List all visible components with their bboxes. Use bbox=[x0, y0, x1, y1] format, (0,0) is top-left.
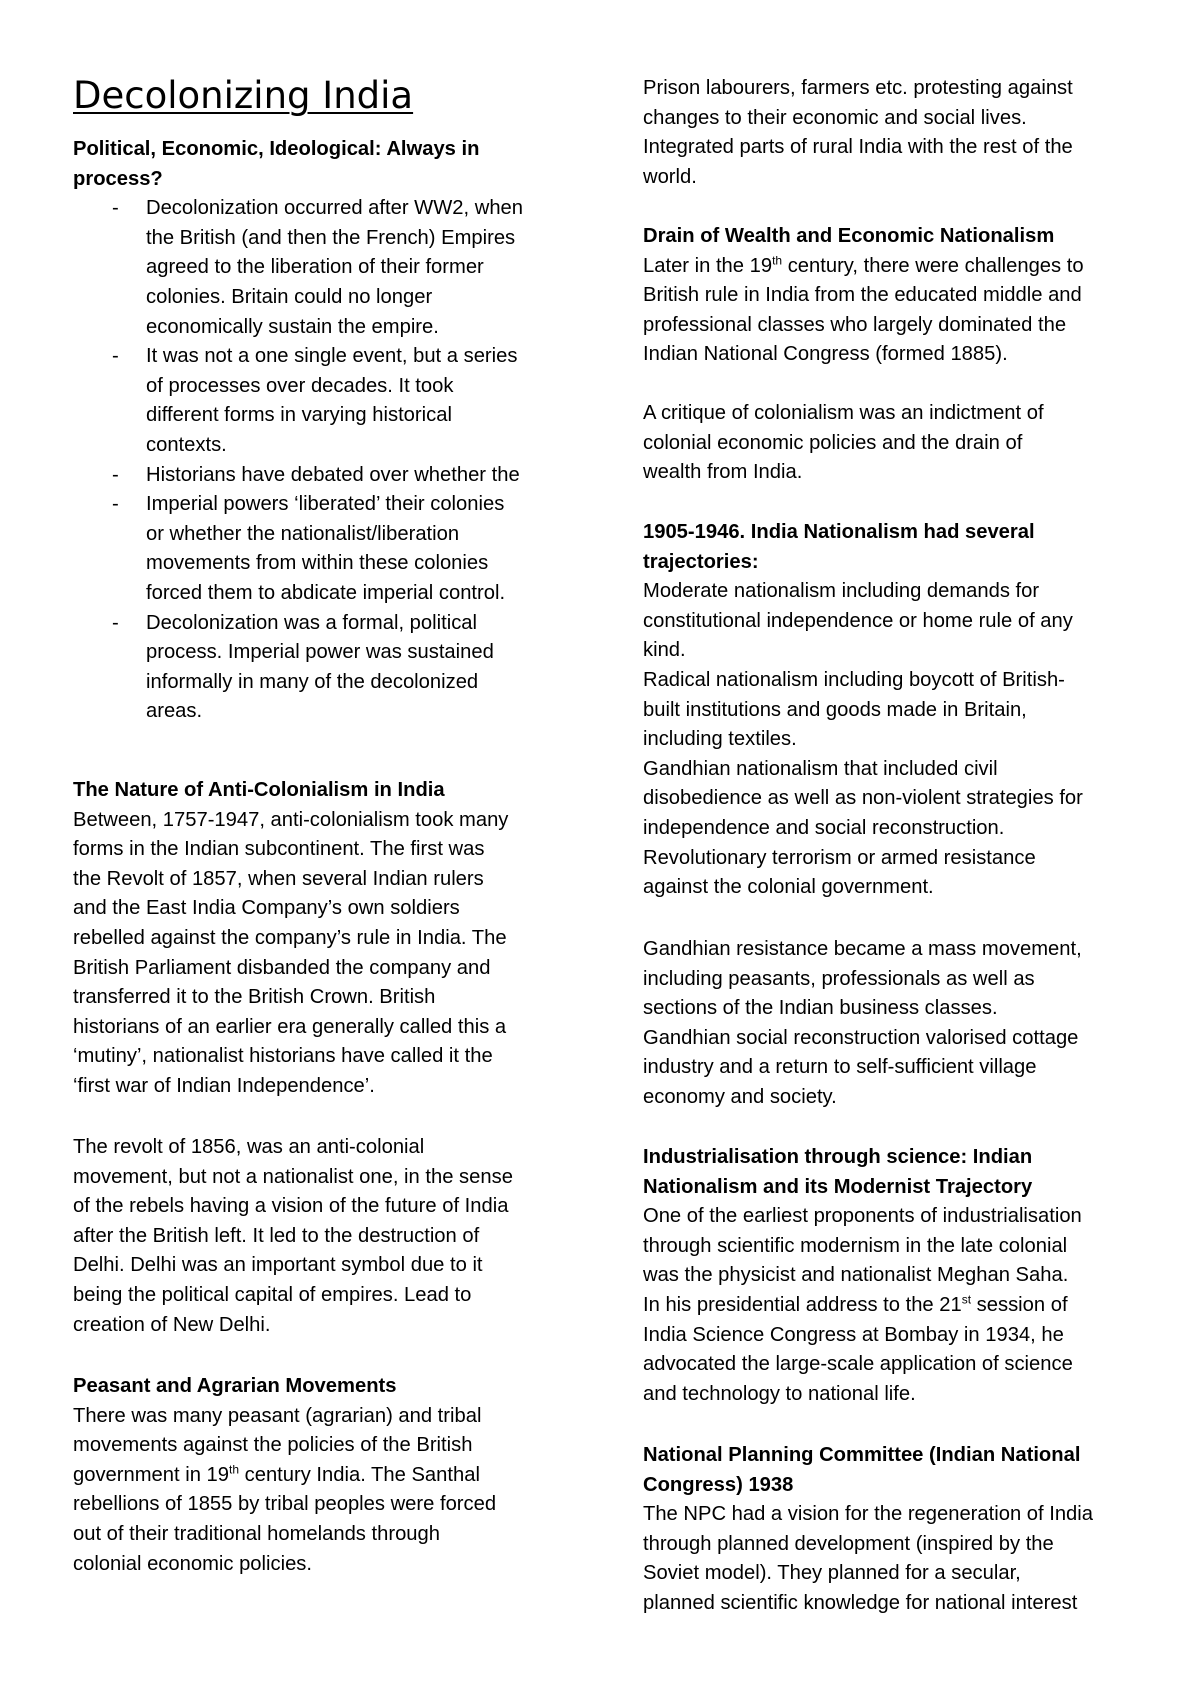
bullet-text: the British (and then the French) Empires bbox=[146, 226, 516, 249]
paragraph-line: world. bbox=[643, 165, 697, 188]
paragraph-line: including peasants, professionals as well as bbox=[643, 967, 1035, 990]
paragraph-line: India Science Congress at Bombay in 1934, he bbox=[643, 1323, 1064, 1346]
bullet-text: movements from within these colonies bbox=[146, 552, 489, 575]
section-heading: trajectories: bbox=[643, 550, 759, 573]
section-revolt-1856 bbox=[73, 1133, 578, 1340]
paragraph-line: colonial economic policies. bbox=[73, 1552, 313, 1575]
bullet-dash: - bbox=[112, 345, 119, 368]
bullet-text: colonies. Britain could no longer bbox=[146, 285, 433, 308]
text-run: government in 19 bbox=[73, 1463, 229, 1486]
paragraph-line: Gandhian nationalism that included civil bbox=[643, 757, 998, 780]
paragraph-line: sections of the Indian business classes. bbox=[643, 997, 998, 1020]
paragraph-line: and technology to national life. bbox=[643, 1382, 916, 1405]
paragraph-line: professional classes who largely dominated the bbox=[643, 313, 1067, 336]
paragraph-line: and the East India Company’s own soldiers bbox=[73, 897, 460, 920]
bullet-text: process. Imperial power was sustained bbox=[146, 641, 494, 664]
text-run: century India. The Santhal bbox=[239, 1463, 480, 1486]
paragraph-line: colonial economic policies and the drain of bbox=[643, 431, 1023, 454]
paragraph-line: Between, 1757-1947, anti-colonialism took many bbox=[73, 808, 509, 831]
paragraph-line: British Parliament disbanded the company and bbox=[73, 956, 491, 979]
section-drain-of-wealth bbox=[643, 222, 1148, 370]
paragraph-line: changes to their economic and social lives. bbox=[643, 106, 1027, 129]
paragraph-line: ‘mutiny’, nationalist historians have called it the bbox=[73, 1045, 493, 1068]
bullet-text: Decolonization occurred after WW2, when bbox=[146, 197, 523, 220]
paragraph-line: Integrated parts of rural India with the rest of the bbox=[643, 136, 1073, 159]
paragraph-line: kind. bbox=[643, 639, 686, 662]
section-nationalism-trajectories bbox=[643, 518, 1148, 903]
paragraph-line: economy and society. bbox=[643, 1085, 837, 1108]
bullet-text: of processes over decades. It took bbox=[146, 374, 454, 397]
bullet-dash: - bbox=[112, 611, 119, 634]
paragraph-line: A critique of colonialism was an indictment of bbox=[643, 402, 1044, 424]
paragraph-line: movements against the policies of the British bbox=[73, 1434, 473, 1457]
paragraph-line bbox=[643, 1291, 1148, 1321]
bullet-dash: - bbox=[112, 197, 119, 220]
section-heading: process? bbox=[73, 167, 163, 190]
section-national-planning bbox=[643, 1441, 1148, 1619]
paragraph-line: industry and a return to self-sufficient village bbox=[643, 1056, 1037, 1079]
page-title: Decolonizing India bbox=[73, 74, 414, 117]
section-heading: The Nature of Anti-Colonialism in India bbox=[73, 779, 445, 801]
section-heading: Nationalism and its Modernist Trajectory bbox=[643, 1175, 1033, 1198]
bullet-item bbox=[73, 461, 578, 491]
paragraph-line: creation of New Delhi. bbox=[73, 1313, 271, 1336]
section-heading: Industrialisation through science: Indian bbox=[643, 1146, 1033, 1168]
paragraph-line: British rule in India from the educated middle and bbox=[643, 284, 1082, 307]
paragraph-line: advocated the large-scale application of science bbox=[643, 1353, 1073, 1376]
paragraph-line: constitutional independence or home rule of any bbox=[643, 609, 1073, 632]
section-heading: Peasant and Agrarian Movements bbox=[73, 1375, 397, 1397]
bullet-item bbox=[73, 490, 578, 608]
section-heading: Drain of Wealth and Economic Nationalism bbox=[643, 225, 1055, 247]
paragraph-line: rebellions of 1855 by tribal peoples were forced bbox=[73, 1493, 497, 1516]
bullet-text: economically sustain the empire. bbox=[146, 315, 439, 338]
bullet-text: It was not a one single event, but a series bbox=[146, 345, 518, 368]
bullet-item bbox=[73, 609, 578, 727]
paragraph-line: rebelled against the company’s rule in India. The bbox=[73, 926, 507, 949]
bullet-text: contexts. bbox=[146, 433, 227, 456]
paragraph-line: There was many peasant (agrarian) and tribal bbox=[73, 1404, 482, 1427]
text-run: In his presidential address to the 21 bbox=[643, 1293, 962, 1316]
text-run: century, there were challenges to bbox=[782, 254, 1084, 277]
section-heading: Congress) 1938 bbox=[643, 1473, 794, 1496]
paragraph-line: forms in the Indian subcontinent. The first was bbox=[73, 838, 485, 861]
paragraph-line: ‘first war of Indian Independence’. bbox=[73, 1074, 375, 1097]
bullet-text: areas. bbox=[146, 700, 203, 723]
paragraph-line: Radical nationalism including boycott of British- bbox=[643, 668, 1065, 691]
text-run: session of bbox=[971, 1293, 1068, 1316]
bullet-text: Historians have debated over whether the bbox=[146, 463, 520, 486]
bullet-text: different forms in varying historical bbox=[146, 404, 452, 427]
section-industrialisation bbox=[643, 1143, 1148, 1409]
superscript: st bbox=[961, 1292, 972, 1307]
bullet-list bbox=[73, 194, 578, 727]
section-rural-protests bbox=[643, 74, 1148, 192]
paragraph-line: The NPC had a vision for the regeneration of India bbox=[643, 1503, 1093, 1526]
paragraph-line: planned scientific knowledge for national interest bbox=[643, 1591, 1078, 1614]
bullet-text: or whether the nationalist/liberation bbox=[146, 522, 460, 545]
superscript: th bbox=[229, 1462, 240, 1477]
paragraph-line: out of their traditional homelands through bbox=[73, 1522, 440, 1545]
paragraph-line: was the physicist and nationalist Meghan Saha. bbox=[643, 1264, 1069, 1287]
section-political-economic bbox=[73, 135, 578, 727]
paragraph-line: being the political capital of empires. Lead to bbox=[73, 1283, 472, 1306]
paragraph-line: independence and social reconstruction. bbox=[643, 816, 1005, 839]
bullet-dash: - bbox=[112, 493, 119, 516]
paragraph-line bbox=[73, 1461, 578, 1491]
paragraph-line: of the rebels having a vision of the future of India bbox=[73, 1195, 509, 1218]
paragraph-line: movement, but not a nationalist one, in the sense bbox=[73, 1165, 513, 1188]
paragraph-line: Revolutionary terrorism or armed resistance bbox=[643, 846, 1036, 869]
bullet-text: Decolonization was a formal, political bbox=[146, 611, 478, 634]
paragraph-line: Moderate nationalism including demands for bbox=[643, 580, 1040, 603]
bullet-item bbox=[73, 194, 578, 342]
paragraph-line: through scientific modernism in the late colonial bbox=[643, 1234, 1068, 1257]
paragraph-line: through planned development (inspired by the bbox=[643, 1532, 1054, 1555]
section-anti-colonialism bbox=[73, 776, 578, 1102]
section-heading: Political, Economic, Ideological: Always in bbox=[73, 138, 480, 160]
text-run: Later in the 19 bbox=[643, 254, 773, 277]
paragraph-line: historians of an earlier era generally called this a bbox=[73, 1015, 507, 1038]
section-gandhian-resistance bbox=[643, 935, 1148, 1113]
paragraph-line: transferred it to the British Crown. British bbox=[73, 986, 436, 1009]
section-heading: 1905-1946. India Nationalism had several bbox=[643, 521, 1035, 543]
bullet-text: forced them to abdicate imperial control. bbox=[146, 581, 506, 604]
bullet-text: agreed to the liberation of their former bbox=[146, 256, 484, 279]
paragraph-line: The revolt of 1856, was an anti-colonial bbox=[73, 1136, 425, 1158]
paragraph-line: built institutions and goods made in Britain, bbox=[643, 698, 1027, 721]
bullet-text: Imperial powers ‘liberated’ their colonies bbox=[146, 493, 505, 516]
section-critique-colonialism bbox=[643, 399, 1148, 488]
paragraph-line: Delhi. Delhi was an important symbol due to it bbox=[73, 1254, 483, 1277]
paragraph-line: disobedience as well as non-violent strategies for bbox=[643, 787, 1083, 810]
paragraph-line: wealth from India. bbox=[643, 461, 803, 484]
bullet-item bbox=[73, 342, 578, 460]
section-heading: National Planning Committee (Indian National bbox=[643, 1444, 1081, 1466]
paragraph-line: including textiles. bbox=[643, 728, 797, 751]
paragraph-line: Prison labourers, farmers etc. protesting against bbox=[643, 77, 1073, 99]
paragraph-line: Gandhian social reconstruction valorised cottage bbox=[643, 1026, 1079, 1049]
paragraph-line: against the colonial government. bbox=[643, 876, 934, 899]
bullet-text: informally in many of the decolonized bbox=[146, 670, 479, 693]
paragraph-line bbox=[643, 252, 1148, 282]
paragraph-line: Indian National Congress (formed 1885). bbox=[643, 343, 1008, 366]
bullet-dash: - bbox=[112, 463, 119, 486]
paragraph-line: the Revolt of 1857, when several Indian rulers bbox=[73, 867, 484, 890]
paragraph-line: Gandhian resistance became a mass movement, bbox=[643, 938, 1082, 960]
section-peasant-movements bbox=[73, 1372, 578, 1579]
paragraph-line: One of the earliest proponents of industrialisation bbox=[643, 1205, 1082, 1228]
paragraph-line: after the British left. It led to the destruction of bbox=[73, 1224, 480, 1247]
paragraph-line: Soviet model). They planned for a secular, bbox=[643, 1562, 1021, 1585]
superscript: th bbox=[772, 252, 783, 267]
